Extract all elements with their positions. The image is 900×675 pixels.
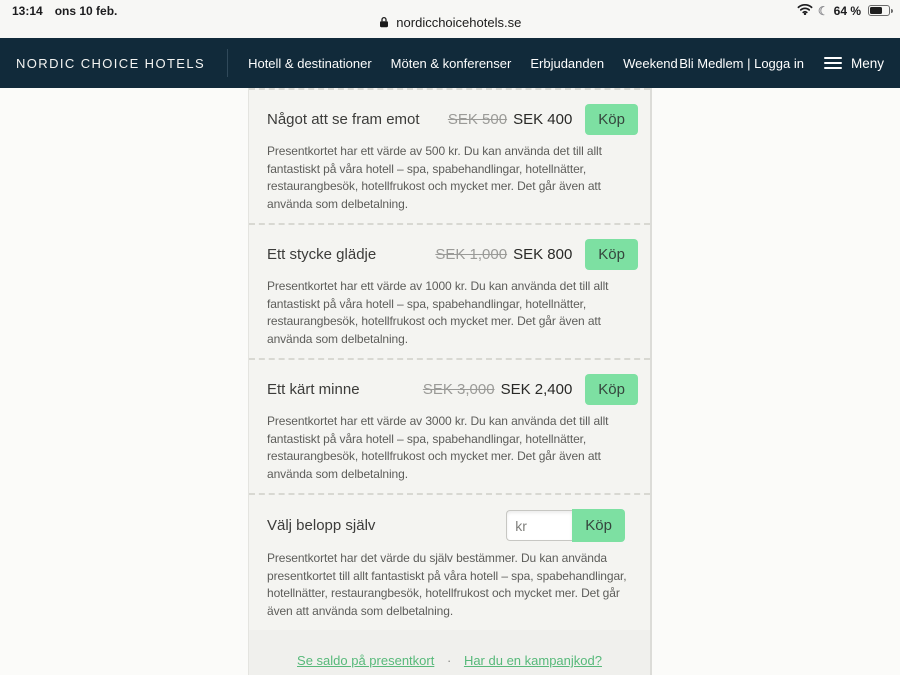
card-title: Ett kärt minne bbox=[267, 381, 360, 398]
buy-button[interactable]: Köp bbox=[585, 374, 638, 405]
gift-card-offer-3000 bbox=[249, 358, 650, 493]
current-price: SEK 2,400 bbox=[500, 381, 573, 398]
gift-card-custom-amount bbox=[249, 493, 650, 630]
ios-top-bar bbox=[0, 0, 900, 38]
card-title: Något att se fram emot bbox=[267, 111, 420, 128]
gift-card-column bbox=[248, 88, 652, 675]
date: ons 10 feb. bbox=[54, 3, 118, 18]
card-title: Välj belopp själv bbox=[267, 517, 376, 534]
buy-button[interactable]: Köp bbox=[585, 104, 638, 135]
card-description: Presentkortet har ett värde av 1000 kr. Du kan använda det till allt fantastiskt på våra hotell – spa, spabehandlingar, hotellnätter, restaurangbesök, hotellfrukost och mycket mer. Det går även att använda som delbetalning. bbox=[267, 279, 609, 346]
address-bar-url: nordicchoicehotels.se bbox=[396, 15, 522, 30]
balance-link[interactable]: Se saldo på presentkort bbox=[297, 653, 435, 668]
gift-card-footer bbox=[249, 630, 650, 675]
custom-amount-group bbox=[506, 509, 625, 542]
old-price: SEK 3,000 bbox=[422, 381, 495, 398]
card-description: Presentkortet har det värde du själv bestämmer. Du kan använda presentkortet till allt fantastiskt på våra hotell – spa, spabehandlingar, hotellnätter, restaurangbesök, hotellfrukost och mycket mer. Det går även att använda som delbetalning. bbox=[267, 551, 627, 618]
old-price: SEK 500 bbox=[447, 111, 508, 128]
page-content bbox=[0, 88, 900, 675]
site-navbar bbox=[0, 38, 900, 88]
card-description: Presentkortet har ett värde av 3000 kr. Du kan använda det till allt fantastiskt på våra hotell – spa, spabehandlingar, hotellnätter, restaurangbesök, hotellfrukost och mycket mer. Det går även att använda som delbetalning. bbox=[267, 414, 609, 481]
menu-button[interactable] bbox=[824, 56, 884, 71]
promo-code-link[interactable]: Har du en kampanjkod? bbox=[463, 653, 602, 668]
nav-item-hotels[interactable]: Hotell & destinationer bbox=[248, 55, 372, 71]
do-not-disturb-moon-icon: ☾ bbox=[817, 3, 829, 18]
brand-logo[interactable]: NORDIC CHOICE HOTELS bbox=[16, 55, 206, 71]
nav-item-weekend[interactable]: Weekend bbox=[623, 55, 678, 71]
hamburger-icon bbox=[824, 57, 842, 69]
card-title: Ett stycke glädje bbox=[267, 246, 377, 263]
member-login-link[interactable]: Bli Medlem | Logga in bbox=[679, 55, 804, 71]
buy-button[interactable]: Köp bbox=[585, 239, 638, 270]
buy-button[interactable]: Köp bbox=[572, 509, 625, 542]
link-separator: · bbox=[446, 653, 452, 668]
amount-input[interactable] bbox=[506, 510, 572, 541]
clock: 13:14 bbox=[12, 3, 43, 18]
current-price: SEK 800 bbox=[513, 246, 573, 263]
nav-item-offers[interactable]: Erbjudanden bbox=[530, 55, 605, 71]
navbar-right bbox=[679, 56, 884, 71]
gift-card-offer-1000 bbox=[249, 223, 650, 358]
menu-label: Meny bbox=[850, 55, 884, 71]
address-bar[interactable] bbox=[0, 15, 900, 30]
card-description: Presentkortet har ett värde av 500 kr. Du kan använda det till allt fantastiskt på våra hotell – spa, spabehandlingar, hotellnätter, restaurangbesök, hotellfrukost och mycket mer. Det går även att använda som delbetalning. bbox=[267, 144, 602, 211]
battery-percentage: 64 % bbox=[833, 3, 861, 18]
current-price: SEK 400 bbox=[513, 111, 573, 128]
gift-card-offer-500 bbox=[249, 88, 650, 223]
old-price: SEK 1,000 bbox=[435, 246, 508, 263]
lock-icon bbox=[379, 15, 397, 30]
nav-item-meetings[interactable]: Möten & konferenser bbox=[390, 55, 512, 71]
navbar-divider bbox=[227, 49, 228, 77]
primary-nav bbox=[248, 56, 678, 71]
